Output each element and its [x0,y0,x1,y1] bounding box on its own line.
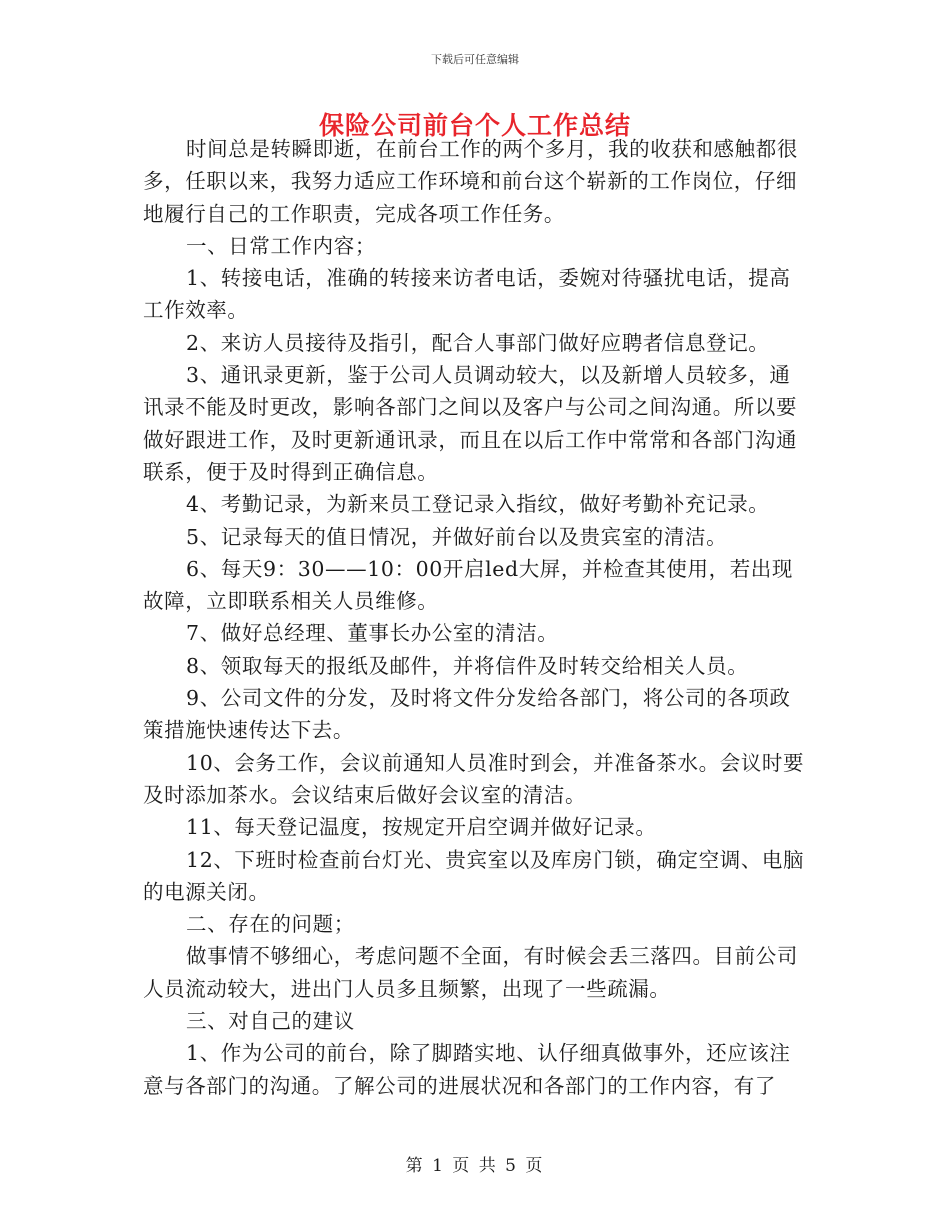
document-title: 保险公司前台个人工作总结 [318,111,631,140]
section-heading-suggestions: 三、对自己的建议 [186,1009,355,1034]
paragraph-item-6: 6、每天9：30——10：00开启led大屏，并检查其使用，若出现故障，立即联系相关人员维修。 [143,556,793,614]
paragraph-item-11: 11、每天登记温度，按规定开启空调并做好记录。 [186,815,657,840]
paragraph-problems: 做事情不够细心，考虑问题不全面，有时候会丢三落四。目前公司人员流动较大，进出门人员多且频繁，出现了一些疏漏。 [143,944,798,1001]
paragraph-item-4: 4、考勤记录，为新来员工登记录入指纹，做好考勤补充记录。 [186,492,770,517]
paragraph-item-7: 7、做好总经理、董事长办公室的清洁。 [186,621,559,646]
paragraph-item-9: 9、公司文件的分发，及时将文件分发给各部门，将公司的各项政策措施快速传达下去。 [143,686,791,743]
document-body [143,133,808,1102]
paragraph-item-12: 12、下班时检查前台灯光、贵宾室以及库房门锁，确定空调、电脑的电源关闭。 [143,847,805,904]
header-note: 下载后可任意编辑 [431,53,519,66]
paragraph-item-3: 3、通讯录更新，鉴于公司人员调动较大，以及新增人员较多，通讯录不能及时更改，影响各部门之间以及客户与公司之间沟通。所以要做好跟进工作，及时更新通讯录，而且在以后工作中常常和各部门沟通联系，便于及时得到正确信息。 [143,363,798,484]
paragraph-item-1: 1、转接电话，准确的转接来访者电话，委婉对待骚扰电话，提高工作效率。 [143,266,791,323]
section-heading-problems: 二、存在的问题； [186,912,355,937]
paragraph-suggestion-1: 1、作为公司的前台，除了脚踏实地、认仔细真做事外，还应该注意与各部门的沟通。了解公司的进展状况和各部门的工作内容，有了 [143,1041,791,1098]
paragraph-item-8: 8、领取每天的报纸及邮件，并将信件及时转交给相关人员。 [186,653,749,678]
page-footer: 第 1 页 共 5 页 [405,1156,545,1176]
paragraph-item-2: 2、来访人员接待及指引，配合人事部门做好应聘者信息登记。 [186,330,770,355]
section-heading-daily-work: 一、日常工作内容； [186,233,376,258]
paragraph-item-10: 10、会务工作，会议前通知人员准时到会，并准备茶水。会议时要及时添加茶水。会议结束后做好会议室的清洁。 [143,750,805,807]
paragraph-intro: 时间总是转瞬即逝，在前台工作的两个多月，我的收获和感触都很多，任职以来，我努力适应工作环境和前台这个崭新的工作岗位，仔细地履行自己的工作职责，完成各项工作任务。 [143,137,798,226]
paragraph-item-5: 5、记录每天的值日情况，并做好前台以及贵宾室的清洁。 [186,524,728,549]
